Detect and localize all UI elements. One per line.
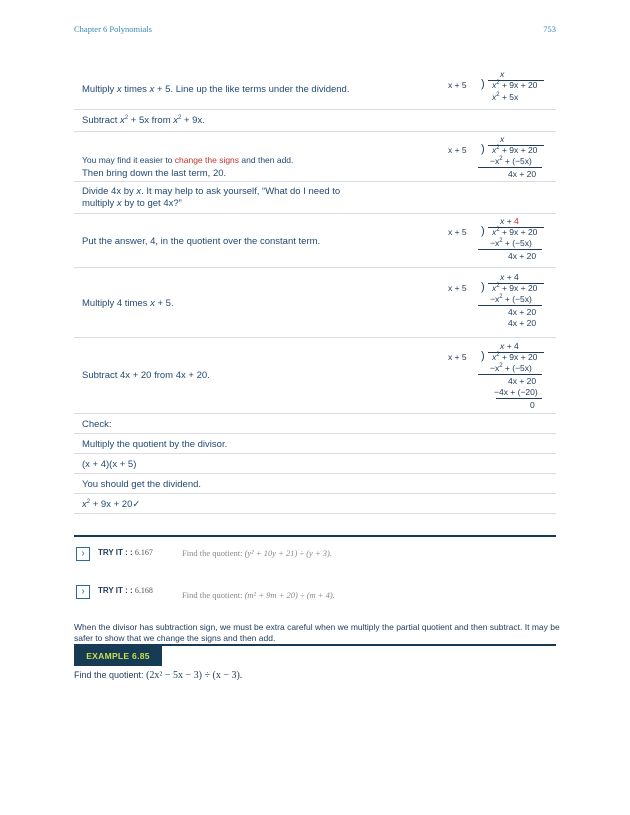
- page-number: 753: [543, 24, 556, 34]
- try-it-6-167: › TRY IT : : 6.167 Find the quotient: (y² + 10y + 21) ÷ (y + 3).: [74, 546, 556, 566]
- step-text: Put the answer, 4, in the quotient over the constant term.: [82, 236, 321, 247]
- step-row: [74, 434, 556, 454]
- long-division-work: x x + 5 ) $x^2 + 9x + 20$ $x^2 + 5x$: [434, 70, 544, 109]
- chevron-right-icon[interactable]: ›: [76, 547, 90, 561]
- steps-table: [74, 70, 556, 514]
- step-row: [74, 182, 556, 214]
- step-text: You may find it easier to change the signs and then add.: [82, 155, 294, 165]
- step-row: [74, 70, 556, 110]
- step-text: $x^2 + 9x$ + 20✓: [82, 498, 141, 510]
- long-division-work: x + 4 x + 5 ) $x^2 + 9x + 20$ $-x^2 + (-5x)$ 4x + 20: [434, 214, 544, 267]
- step-row: [74, 338, 556, 414]
- change-signs-highlight: change the signs: [174, 155, 240, 165]
- example-header: [74, 644, 556, 666]
- step-text: Multiply x times x + 5. Line up the like terms under the dividend.: [82, 84, 350, 95]
- step-text: multiply x by to get 4x?”: [82, 198, 182, 209]
- long-division-work: x + 4 x + 5 ) $x^2 + 9x + 20$ $-x^2 + (-5x)$ 4x + 20 −4x + (−20) 0: [434, 338, 544, 413]
- step-text: Multiply 4 times x + 5.: [82, 298, 174, 309]
- step-text: Check:: [82, 419, 112, 430]
- step-row: [74, 132, 556, 182]
- step-text: Subtract 4x + 20 from 4x + 20.: [82, 370, 210, 381]
- step-text: Multiply the quotient by the divisor.: [82, 439, 228, 450]
- step-row: [74, 268, 556, 338]
- step-row: [74, 494, 556, 514]
- chapter-title: Chapter 6 Polynomials: [74, 24, 152, 34]
- long-division-work: x + 4 x + 5 ) $x^2 + 9x + 20$ $-x^2 + (-5x)$ 4x + 20 4x + 20: [434, 268, 544, 337]
- step-row: [74, 454, 556, 474]
- chevron-right-icon[interactable]: ›: [76, 585, 90, 599]
- example-question: Find the quotient: (2x² − 5x − 3) ÷ (x − 3).: [74, 670, 243, 681]
- example-label: EXAMPLE 6.85: [74, 646, 162, 666]
- step-row: [74, 474, 556, 494]
- try-it-divider: [74, 535, 556, 537]
- step-text: Divide 4x by x. It may help to ask yourself, “What do I need to: [82, 186, 341, 197]
- step-row: [74, 110, 556, 132]
- step-row: [74, 414, 556, 434]
- caution-note: When the divisor has subtraction sign, we must be extra careful when we multiply the partial quotient and then subtract. It may be safer to show that we change the signs and then add.: [74, 622, 560, 643]
- step-text: Then bring down the last term, 20.: [82, 168, 227, 179]
- try-it-6-168: › TRY IT : : 6.168 Find the quotient: (m² + 9m + 20) ÷ (m + 4).: [74, 584, 556, 604]
- step-row: [74, 214, 556, 268]
- page-header: [74, 24, 556, 38]
- long-division-work: x x + 5 ) $x^2 + 9x + 20$ $-x^2 + (-5x)$ 4x + 20: [434, 132, 544, 181]
- step-text: (x + 4)(x + 5): [82, 459, 137, 470]
- step-text: Subtract $x^2 + 5x$ from $x^2 + 9x$.: [82, 114, 205, 126]
- step-text: You should get the dividend.: [82, 479, 202, 490]
